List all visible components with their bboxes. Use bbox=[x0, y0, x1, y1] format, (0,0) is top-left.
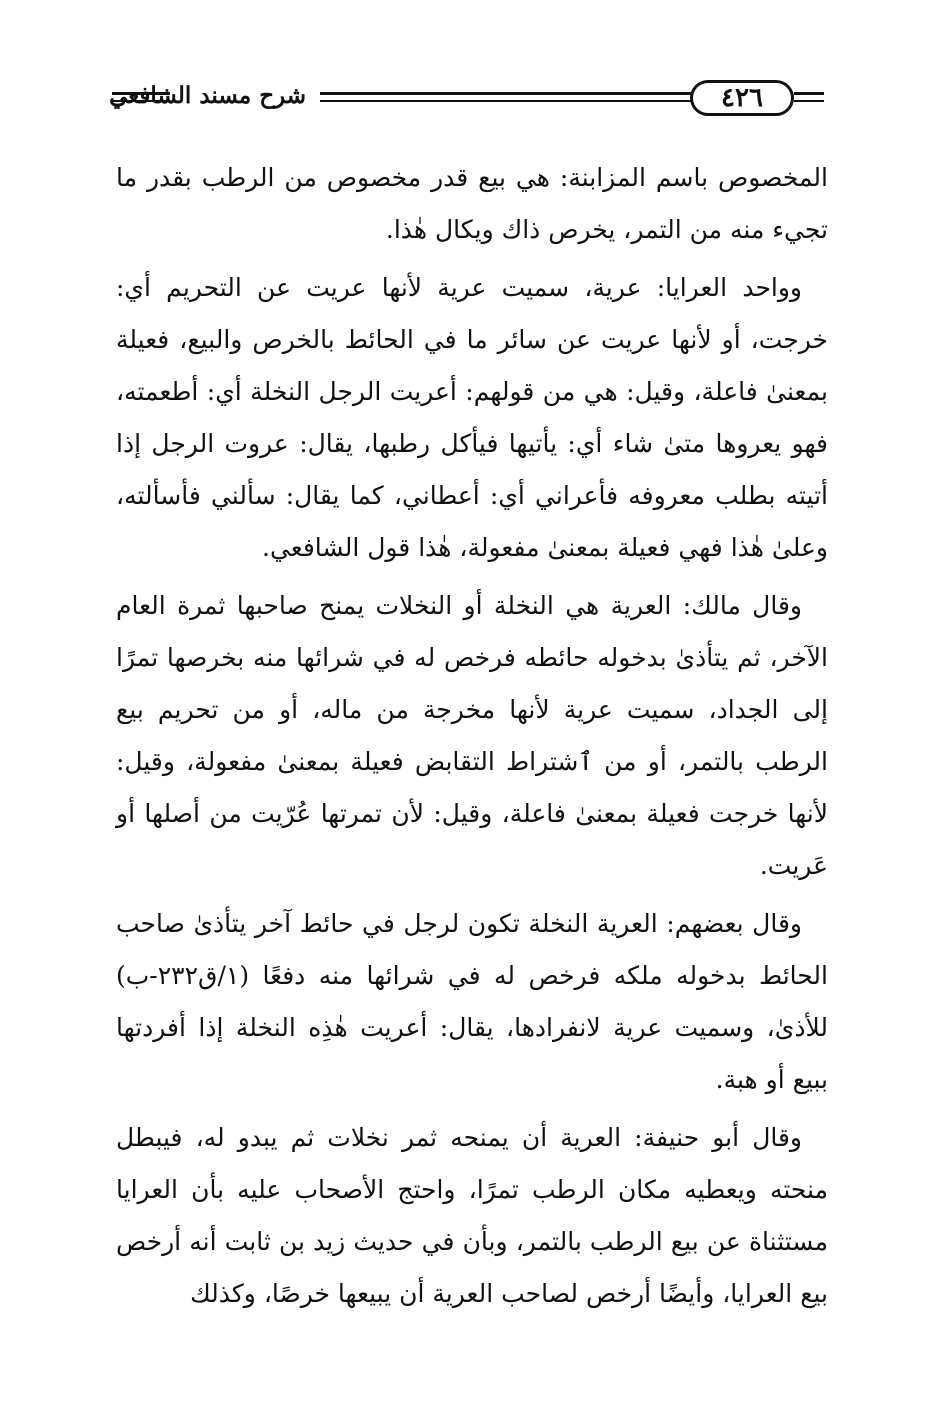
header-rule-middle-bottom bbox=[320, 100, 692, 102]
page-header bbox=[109, 78, 824, 126]
header-rule-right-bottom bbox=[794, 100, 824, 102]
page-number: ٤٢٦ bbox=[721, 83, 763, 113]
book-title: شرح مسند الشافعي bbox=[109, 82, 306, 109]
page-body bbox=[116, 152, 828, 1326]
paragraph-4: وقال بعضهم: العرية النخلة تكون لرجل في حائط آخر يتأذىٰ صاحب الحائط بدخوله ملكه فرخص له في شرائها منه دفعًا (١/ق٢٣٢-ب) للأذىٰ، وسميت عرية لانفرادها، يقال: أعريت هٰذِه النخلة إذا أفردتها ببيع أو هبة. bbox=[116, 909, 828, 1094]
paragraph-3: وقال مالك: العرية هي النخلة أو النخلات يمنح صاحبها ثمرة العام الآخر، ثم يتأذىٰ بدخوله حائطه فرخص له في شرائها منه بخرصها تمرًا إلى الجداد، سميت عرية لأنها مخرجة من ماله، أو من تحريم بيع الرطب بالتمر، أو من ٱشتراط التقابض فعيلة بمعنىٰ مفعولة، وقيل: لأنها خرجت فعيلة بمعنىٰ فاعلة، وقيل: لأن تمرتها عُرّيت من أصلها أو عَريت. bbox=[116, 591, 828, 880]
header-rule-middle-top bbox=[320, 92, 692, 95]
paragraph-2: وواحد العرايا: عرية، سميت عرية لأنها عريت عن التحريم أي: خرجت، أو لأنها عريت عن سائر ما في الحائط بالخرص والبيع، فعيلة بمعنىٰ فاعلة، وقيل: هي من قولهم: أعريت الرجل النخلة أي: أطعمته، فهو يعروها متىٰ شاء أي: يأتيها فيأكل رطبها، يقال: عروت الرجل إذا أتيته بطلب معروفه فأعراني أي: أعطاني، كما يقال: سألني فأسألته، وعلىٰ هٰذا فهي فعيلة بمعنىٰ مفعولة، هٰذا قول الشافعي. bbox=[116, 273, 828, 562]
header-rule-right-top bbox=[794, 92, 824, 95]
page-number-frame bbox=[690, 80, 794, 116]
paragraph-5: وقال أبو حنيفة: العرية أن يمنحه ثمر نخلات ثم يبدو له، فيبطل منحته ويعطيه مكان الرطب تمرًا، واحتج الأصحاب عليه بأن العرايا مستثناة عن بيع الرطب بالتمر، وبأن في حديث زيد بن ثابت أنه أرخص بيع العرايا، وأيضًا أرخص لصاحب العرية أن يبيعها خرصًا، وكذلك bbox=[116, 1123, 828, 1308]
paragraph-1: المخصوص باسم المزابنة: هي بيع قدر مخصوص من الرطب بقدر ما تجيء منه من التمر، يخرص ذاك ويكال هٰذا. bbox=[116, 163, 828, 244]
